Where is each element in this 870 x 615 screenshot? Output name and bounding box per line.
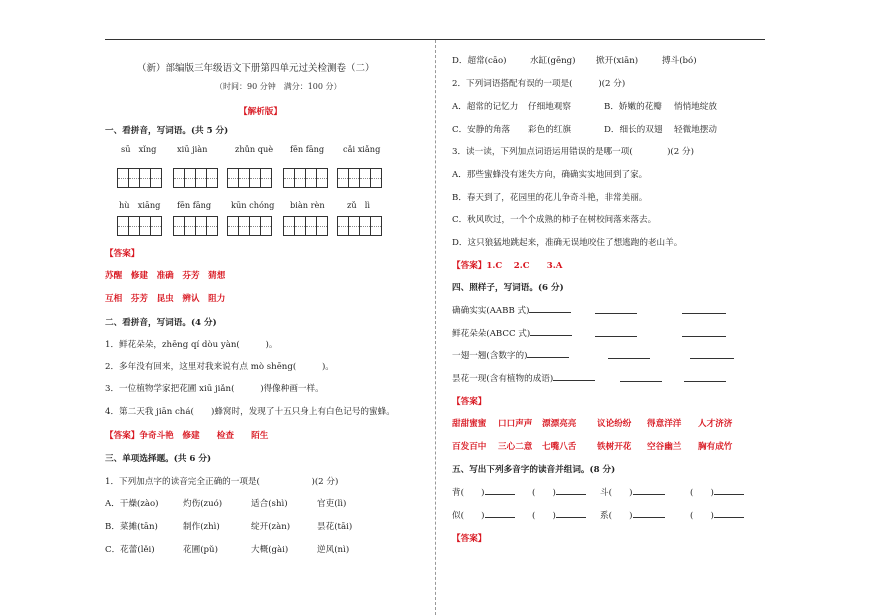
option: B．娇嫩的花瓣 <box>604 102 662 112</box>
writing-grid[interactable] <box>173 168 217 188</box>
question: 1．鲜花朵朵，zhēng qí dòu yàn( )。 <box>105 340 278 350</box>
polyphone-item <box>600 486 665 498</box>
option: 搏斗(bó) <box>662 56 697 66</box>
blank[interactable] <box>633 517 665 518</box>
option: A．那些蜜蜂没有迷失方向，确确实实地回到了家。 <box>452 170 648 180</box>
option: C．安静的角落 <box>452 125 511 135</box>
answer-label: 【答案】 <box>452 397 487 407</box>
pinyin: biàn rèn <box>290 200 325 210</box>
pinyin: fēn fāng <box>177 200 212 210</box>
blank[interactable] <box>527 357 569 358</box>
writing-grid[interactable] <box>337 216 381 236</box>
polyphone-item <box>532 509 586 521</box>
pinyin: cǎi xiǎng <box>343 144 381 154</box>
writing-grid[interactable] <box>117 168 161 188</box>
answer-row: 互相 芬芳 昆虫 辨认 阻力 <box>105 294 226 304</box>
blank[interactable] <box>529 312 571 313</box>
pinyin: sū xǐng <box>121 144 157 154</box>
answer-item: 胸有成竹 <box>698 442 733 452</box>
polyphone-item <box>532 486 586 498</box>
question-prompt: 一翅一翘(含数字的) <box>452 351 528 361</box>
exam-info: （时间：90 分钟 满分：100 分） <box>215 82 342 91</box>
question: 4．第二天我 jiān chá( )蜂窝时，发现了十五只身上有白色记号的蜜蜂。 <box>105 407 395 417</box>
writing-grid[interactable] <box>283 168 327 188</box>
polyphone-item <box>452 509 515 521</box>
option: 水缸(gēng) <box>530 56 576 66</box>
polyphone-prompt: ( ) <box>690 511 714 521</box>
polyphone-prompt: 斗( ) <box>600 488 633 498</box>
version-label: 【解析版】 <box>239 107 282 117</box>
blank[interactable] <box>690 358 734 359</box>
question-prompt: 确确实实(AABB 式) <box>452 306 530 316</box>
polyphone-prompt: ( ) <box>532 511 556 521</box>
option: 掀开(xiān) <box>596 56 639 66</box>
answer-item: 漂漂亮亮 <box>542 419 577 429</box>
blank[interactable] <box>556 494 586 495</box>
option: 轻微地摆动 <box>674 125 717 135</box>
writing-grid[interactable] <box>227 216 271 236</box>
question: 2．多年没有回来，这里对我来说有点 mò shēng( )。 <box>105 362 334 372</box>
option: A．干燥(zào) <box>105 499 159 509</box>
question <box>452 372 595 384</box>
question <box>452 327 572 339</box>
blank[interactable] <box>714 494 744 495</box>
page-title: （新）部编版三年级语文下册第四单元过关检测卷（二） <box>137 63 375 74</box>
question: 3．读一读，下列加点词语运用错误的是哪一项( )(2 分) <box>452 147 694 157</box>
blank[interactable] <box>684 381 726 382</box>
blank[interactable] <box>682 336 726 337</box>
polyphone-prompt: 背( ) <box>452 488 485 498</box>
answer-row: 【答案】争奇斗艳 修建 检查 陌生 <box>105 431 269 441</box>
answer-item: 三心二意 <box>498 442 533 452</box>
section3-heading: 三、单项选择题。(共 6 分) <box>105 454 212 464</box>
pinyin: hù xiāng <box>119 200 161 210</box>
option: B．春天到了，花园里的花儿争奇斗艳，非常美丽。 <box>452 193 648 203</box>
option: D．这只狼猛地跳起来，准确无误地咬住了想逃跑的老山羊。 <box>452 238 683 248</box>
answer-label: 【答案】 <box>105 249 140 259</box>
writing-grid[interactable] <box>283 216 327 236</box>
option: C．秋风吹过，一个个成熟的柿子在树校间落来落去。 <box>452 215 657 225</box>
answer-item: 得意洋洋 <box>647 419 682 429</box>
answer-item: 议论纷纷 <box>597 419 632 429</box>
polyphone-prompt: 似( ) <box>452 511 485 521</box>
polyphone-item <box>690 486 744 498</box>
blank[interactable] <box>553 380 595 381</box>
pinyin: kūn chóng <box>231 200 275 210</box>
option: 悄悄地绽放 <box>674 102 717 112</box>
option: B．菜摊(tān) <box>105 522 158 532</box>
blank[interactable] <box>595 336 637 337</box>
writing-grid[interactable] <box>337 168 381 188</box>
writing-grid[interactable] <box>227 168 271 188</box>
question-prompt: 鲜花朵朵(ABCC 式) <box>452 329 531 339</box>
question: 1．下列加点字的读音完全正确的一项是( )(2 分) <box>105 477 339 487</box>
option: 昙花(tāi) <box>317 522 353 532</box>
question: 2．下列词语搭配有误的一项是( )(2 分) <box>452 79 626 89</box>
polyphone-prompt: 系( ) <box>600 511 633 521</box>
option: 彩色的红旗 <box>528 125 571 135</box>
blank[interactable] <box>485 517 515 518</box>
answer-item: 空谷幽兰 <box>647 442 682 452</box>
question-prompt: 昙花一现(含有植物的成语) <box>452 374 554 384</box>
answer-item: 百发百中 <box>452 442 487 452</box>
option: 灼伤(zuó) <box>183 499 223 509</box>
pinyin: zhǔn què <box>235 144 274 154</box>
option: A．超常的记忆力 <box>452 102 519 112</box>
answer-item: 铁树开花 <box>597 442 632 452</box>
blank[interactable] <box>485 494 515 495</box>
polyphone-prompt: ( ) <box>690 488 714 498</box>
polyphone-item <box>452 486 515 498</box>
pinyin: zǔ lì <box>347 200 371 210</box>
writing-grid[interactable] <box>173 216 217 236</box>
writing-grid[interactable] <box>117 216 161 236</box>
option: 绽开(zàn) <box>251 522 291 532</box>
blank[interactable] <box>633 494 665 495</box>
pinyin: xiū jiàn <box>177 144 208 154</box>
pinyin: fēn fāng <box>290 144 325 154</box>
option: 官吏(lì) <box>317 499 347 509</box>
option: D．超常(cāo) <box>452 56 507 66</box>
answer-row: 【答案】1.C 2.C 3.A <box>452 261 563 271</box>
column-divider <box>435 40 436 615</box>
question: 3．一位植物学家把花圃 xiū jiǎn( )得像种画一样。 <box>105 384 324 394</box>
polyphone-item <box>600 509 665 521</box>
answer-label: 【答案】 <box>452 534 487 544</box>
blank[interactable] <box>530 335 572 336</box>
section5-heading: 五、写出下列多音字的读音并组词。(8 分) <box>452 465 616 475</box>
section2-heading: 二、看拼音，写词语。(4 分) <box>105 318 217 328</box>
polyphone-item <box>690 509 744 521</box>
section1-heading: 一、看拼音，写词语。(共 5 分) <box>105 126 229 136</box>
option: 花圃(pǔ) <box>183 545 218 555</box>
polyphone-prompt: ( ) <box>532 488 556 498</box>
option: D．细长的双翅 <box>604 125 663 135</box>
option: 适合(shì) <box>251 499 288 509</box>
answer-item: 人才济济 <box>698 419 733 429</box>
question <box>452 349 569 361</box>
option: 仔细地观察 <box>528 102 571 112</box>
option: 制作(zhì) <box>183 522 220 532</box>
blank[interactable] <box>620 381 662 382</box>
option: 逆风(nì) <box>317 545 350 555</box>
blank[interactable] <box>682 313 726 314</box>
answer-item: 七嘴八舌 <box>542 442 577 452</box>
option: C．花蕾(lěi) <box>105 545 155 555</box>
blank[interactable] <box>714 517 744 518</box>
question <box>452 304 571 316</box>
answer-item: 甜甜蜜蜜 <box>452 419 487 429</box>
answer-row: 苏醒 修建 准确 芬芳 猜想 <box>105 271 226 281</box>
option: 大概(gài) <box>251 545 289 555</box>
blank[interactable] <box>595 313 637 314</box>
answer-item: 口口声声 <box>498 419 533 429</box>
blank[interactable] <box>608 358 650 359</box>
blank[interactable] <box>556 517 586 518</box>
section4-heading: 四、照样子，写词语。(6 分) <box>452 283 564 293</box>
